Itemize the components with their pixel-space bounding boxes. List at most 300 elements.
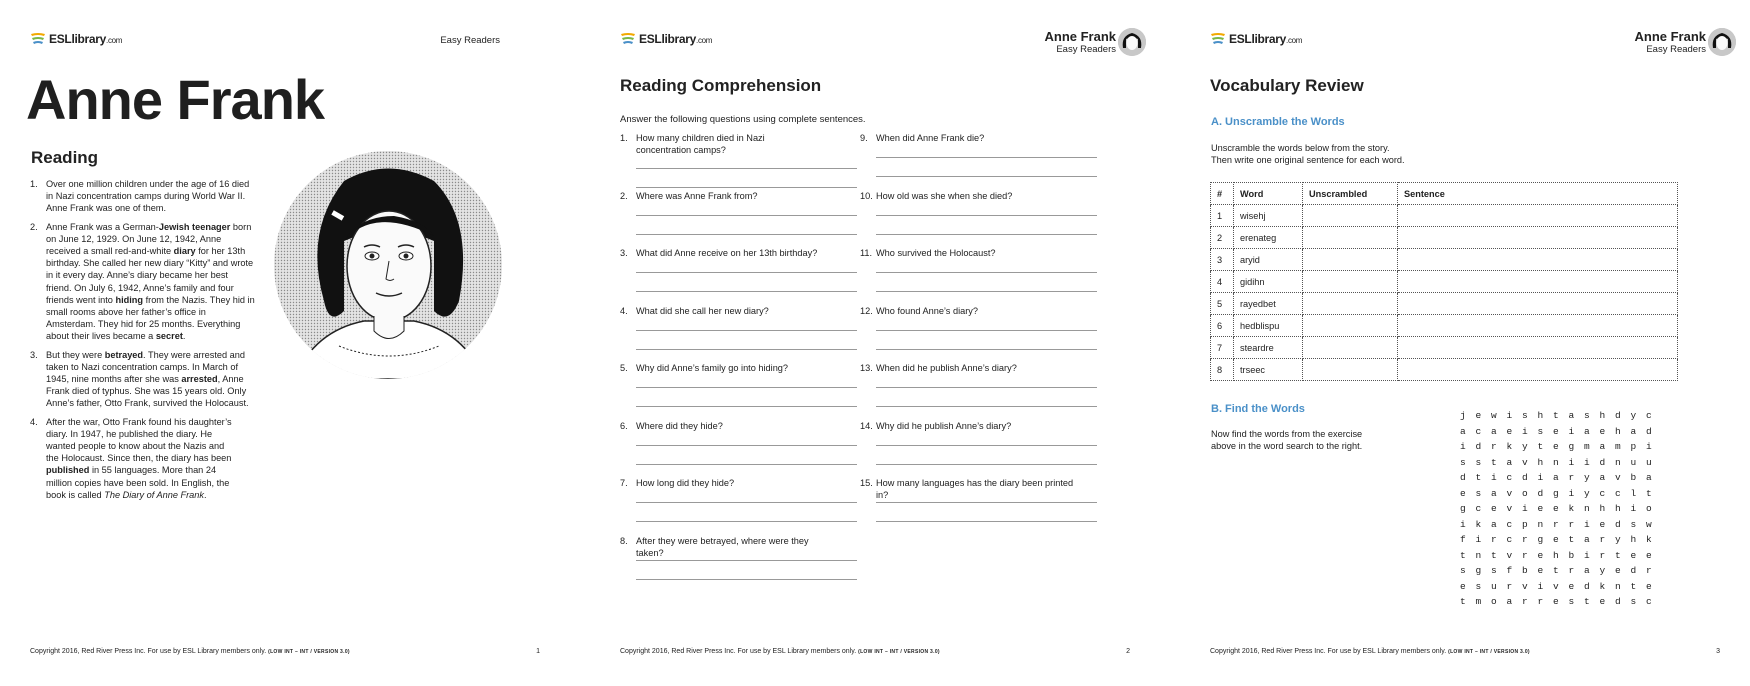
grid-letter[interactable]: r (1599, 549, 1606, 561)
grid-letter[interactable]: c (1506, 518, 1513, 530)
grid-letter[interactable]: s (1630, 596, 1637, 607)
vocab-word: hiding (115, 294, 144, 305)
grid-letter[interactable]: d (1615, 518, 1621, 530)
cell-word: aryid (1234, 249, 1303, 271)
grid-letter[interactable]: n (1584, 503, 1590, 514)
cell-sentence-input[interactable] (1398, 337, 1678, 359)
question-text: How long did they hide? (636, 478, 735, 488)
grid-letter[interactable]: u (1646, 456, 1652, 468)
grid-letter[interactable]: e (1599, 425, 1606, 437)
question-number: 12. (860, 305, 873, 316)
grid-letter[interactable]: n (1475, 549, 1482, 561)
grid-letter[interactable]: e (1537, 565, 1544, 576)
grid-letter[interactable]: h (1599, 503, 1606, 514)
question-7 (620, 477, 836, 489)
answer-line[interactable] (876, 176, 1097, 177)
grid-letter[interactable]: e (1553, 596, 1559, 607)
paragraph-number: 1. (30, 179, 38, 189)
cell-sentence-input[interactable] (1398, 205, 1678, 227)
grid-letter[interactable]: v (1553, 580, 1559, 592)
grid-letter[interactable]: y (1615, 534, 1621, 545)
grid-letter[interactable]: h (1553, 549, 1559, 561)
logo-text: ESLlibrary.com (49, 32, 123, 46)
question-text: When did Anne Frank die? (876, 133, 985, 143)
grid-letter[interactable]: t (1553, 565, 1559, 576)
grid-letter[interactable]: a (1460, 425, 1466, 437)
grid-letter[interactable]: m (1584, 441, 1590, 452)
cell-sentence-input[interactable] (1398, 227, 1678, 249)
table-row (1211, 205, 1678, 227)
grid-letter[interactable]: e (1537, 503, 1544, 514)
word-search-grid (1460, 410, 1662, 612)
grid-letter[interactable]: h (1599, 410, 1606, 421)
grid-letter[interactable]: o (1491, 596, 1497, 607)
reading-paragraph (30, 178, 256, 215)
grid-letter[interactable]: d (1460, 472, 1466, 483)
grid-letter[interactable]: o (1646, 503, 1652, 514)
grid-letter[interactable]: i (1522, 425, 1528, 437)
grid-letter[interactable]: r (1522, 549, 1528, 561)
grid-letter[interactable]: e (1646, 580, 1652, 592)
answer-line[interactable] (876, 521, 1097, 522)
answer-line[interactable] (876, 215, 1097, 216)
cell-sentence-input[interactable] (1398, 293, 1678, 315)
grid-letter[interactable]: d (1615, 410, 1621, 421)
grid-letter[interactable]: o (1522, 487, 1528, 499)
grid-letter[interactable]: g (1460, 503, 1466, 514)
cell-unscrambled-input[interactable] (1303, 315, 1398, 337)
answer-line[interactable] (876, 464, 1097, 465)
cell-sentence-input[interactable] (1398, 315, 1678, 337)
section-title-reading: Reading (31, 148, 99, 167)
grid-letter[interactable]: a (1599, 472, 1606, 483)
question-text: Who survived the Holocaust? (876, 248, 996, 258)
answer-line[interactable] (636, 445, 857, 446)
grid-letter[interactable]: k (1599, 580, 1606, 592)
grid-letter[interactable]: d (1584, 580, 1590, 592)
paragraph-text: in 55 languages. More than 24 million copies have been sold. In English, the book is called (46, 465, 230, 500)
answer-line[interactable] (876, 349, 1097, 350)
answer-line[interactable] (876, 291, 1097, 292)
grid-letter[interactable]: n (1615, 580, 1621, 592)
grid-letter[interactable]: v (1506, 549, 1513, 561)
grid-letter[interactable]: t (1460, 596, 1466, 607)
grid-letter[interactable]: v (1506, 503, 1513, 514)
grid-letter[interactable]: i (1491, 472, 1497, 483)
question-number: 2. (620, 190, 628, 201)
grid-letter[interactable]: a (1553, 472, 1559, 483)
grid-letter[interactable]: e (1475, 410, 1482, 421)
grid-letter[interactable]: r (1491, 534, 1497, 545)
vocab-word: published (46, 465, 90, 476)
grid-letter[interactable]: u (1491, 580, 1497, 592)
grid-letter[interactable]: y (1599, 565, 1606, 576)
grid-letter[interactable]: s (1491, 565, 1497, 576)
grid-letter[interactable]: t (1615, 549, 1621, 561)
grid-letter[interactable]: r (1553, 518, 1559, 530)
grid-letter[interactable]: m (1615, 441, 1621, 452)
question-text: When did he publish Anne’s diary? (876, 363, 1017, 373)
grid-letter[interactable]: w (1491, 410, 1497, 421)
grid-letter[interactable]: i (1506, 410, 1513, 421)
col-header-word: Word (1234, 183, 1303, 205)
copyright: Copyright 2016, Red River Press Inc. For use by ESL Library members only. (LOW INT – INT / VERSION 3.0) (620, 648, 940, 655)
grid-letter[interactable]: h (1615, 425, 1621, 437)
answer-line[interactable] (876, 445, 1097, 446)
answer-line[interactable] (636, 187, 857, 188)
grid-letter[interactable]: i (1630, 503, 1637, 514)
grid-letter[interactable]: g (1568, 441, 1575, 452)
answer-line[interactable] (636, 215, 857, 216)
reading-paragraph (30, 349, 256, 410)
grid-letter[interactable]: d (1599, 456, 1606, 468)
question-number: 14. (860, 420, 873, 431)
grid-letter[interactable]: c (1615, 487, 1621, 499)
grid-letter[interactable]: v (1522, 580, 1528, 592)
cell-unscrambled-input[interactable] (1303, 359, 1398, 381)
grid-letter[interactable]: r (1568, 472, 1575, 483)
question-8 (620, 535, 836, 559)
question-number: 10. (860, 190, 873, 201)
grid-letter[interactable]: t (1630, 580, 1637, 592)
grid-letter[interactable]: g (1475, 565, 1482, 576)
cell-unscrambled-input[interactable] (1303, 249, 1398, 271)
grid-letter[interactable]: t (1475, 472, 1482, 483)
cell-word: hedblispu (1234, 315, 1303, 337)
answer-line[interactable] (636, 272, 857, 273)
logo-text: ESLlibrary.com (1229, 32, 1303, 46)
grid-letter[interactable]: a (1630, 425, 1637, 437)
grid-letter[interactable]: r (1506, 580, 1513, 592)
grid-letter[interactable]: r (1491, 441, 1497, 452)
cell-unscrambled-input[interactable] (1303, 337, 1398, 359)
grid-letter[interactable]: e (1599, 596, 1606, 607)
answer-line[interactable] (876, 330, 1097, 331)
grid-letter[interactable]: i (1460, 518, 1466, 530)
question-3 (620, 247, 836, 259)
question-text: How old was she when she died? (876, 190, 1013, 201)
paragraph-text: The Diary of Anne Frank (104, 489, 204, 500)
grid-letter[interactable]: s (1460, 456, 1466, 468)
grid-letter[interactable]: a (1506, 456, 1513, 468)
grid-letter[interactable]: s (1460, 565, 1466, 576)
grid-letter[interactable]: y (1584, 487, 1590, 499)
grid-letter[interactable]: p (1630, 441, 1637, 452)
cell-unscrambled-input[interactable] (1303, 271, 1398, 293)
grid-letter[interactable]: s (1522, 410, 1528, 421)
grid-letter[interactable]: b (1630, 472, 1637, 483)
grid-letter[interactable]: c (1599, 487, 1606, 499)
logo-mark-icon (30, 32, 46, 46)
grid-letter[interactable]: n (1553, 456, 1559, 468)
grid-letter[interactable]: e (1646, 549, 1652, 561)
grid-row (1460, 472, 1662, 488)
grid-letter[interactable]: s (1475, 456, 1482, 468)
page-2 (590, 0, 1160, 686)
question-11 (860, 247, 1076, 259)
grid-letter[interactable]: i (1568, 456, 1575, 468)
vocab-word: diary (173, 246, 196, 257)
grid-letter[interactable]: t (1646, 487, 1652, 499)
cell-sentence-input[interactable] (1398, 359, 1678, 381)
grid-letter[interactable]: e (1553, 425, 1559, 437)
grid-letter[interactable]: a (1646, 472, 1652, 483)
grid-letter[interactable]: r (1537, 596, 1544, 607)
grid-letter[interactable]: a (1584, 534, 1590, 545)
grid-letter[interactable]: a (1584, 425, 1590, 437)
answer-line[interactable] (876, 234, 1097, 235)
grid-letter[interactable]: t (1491, 456, 1497, 468)
grid-letter[interactable]: d (1615, 596, 1621, 607)
grid-letter[interactable]: g (1537, 534, 1544, 545)
cell-word: gidihn (1234, 271, 1303, 293)
logo-mark-icon (1210, 32, 1226, 46)
grid-letter[interactable]: r (1522, 534, 1528, 545)
grid-letter[interactable]: e (1537, 549, 1544, 561)
header-block (1634, 30, 1706, 56)
grid-letter[interactable]: d (1475, 441, 1482, 452)
answer-line[interactable] (636, 349, 857, 350)
answer-line[interactable] (636, 521, 857, 522)
paragraph-text: . They were arrested and taken to Nazi concentration camps. In March of 1945, nine months after she was (46, 349, 246, 385)
grid-letter[interactable]: f (1506, 565, 1513, 576)
cell-num: 2 (1211, 227, 1234, 249)
grid-letter[interactable]: h (1615, 503, 1621, 514)
answer-line[interactable] (636, 234, 857, 235)
grid-letter[interactable]: k (1568, 503, 1575, 514)
copyright: Copyright 2016, Red River Press Inc. For use by ESL Library members only. (LOW INT – INT / VERSION 3.0) (30, 648, 350, 655)
grid-letter[interactable]: e (1460, 580, 1466, 592)
esl-library-logo[interactable] (1210, 30, 1302, 48)
grid-letter[interactable]: c (1475, 503, 1482, 514)
grid-letter[interactable]: s (1568, 596, 1575, 607)
question-2 (620, 190, 836, 202)
question-number: 13. (860, 363, 873, 373)
section-title-comprehension: Reading Comprehension (620, 76, 822, 95)
cell-unscrambled-input[interactable] (1303, 205, 1398, 227)
answer-line[interactable] (636, 560, 857, 561)
grid-letter[interactable]: a (1568, 410, 1575, 421)
answer-line[interactable] (636, 502, 857, 503)
grid-letter[interactable]: e (1553, 534, 1559, 545)
grid-letter[interactable]: i (1460, 441, 1466, 452)
answer-line[interactable] (876, 272, 1097, 273)
question-text: Who found Anne’s diary? (876, 305, 978, 316)
table-row (1211, 337, 1678, 359)
grid-letter[interactable]: e (1615, 565, 1621, 576)
grid-letter[interactable]: k (1646, 534, 1652, 545)
question-12 (860, 305, 1076, 317)
answer-line[interactable] (636, 579, 857, 580)
col-header-unscrambled: Unscrambled (1303, 183, 1398, 205)
question-6 (620, 420, 836, 432)
grid-letter[interactable]: i (1568, 425, 1575, 437)
page-3 (1180, 0, 1750, 686)
answer-line[interactable] (876, 406, 1097, 407)
grid-letter[interactable]: b (1522, 565, 1528, 576)
grid-letter[interactable]: r (1522, 596, 1528, 607)
grid-letter[interactable]: c (1646, 410, 1652, 421)
grid-letter[interactable]: s (1475, 580, 1482, 592)
grid-row (1460, 596, 1662, 612)
grid-letter[interactable]: c (1506, 534, 1513, 545)
grid-letter[interactable]: i (1522, 503, 1528, 514)
grid-letter[interactable]: s (1584, 410, 1590, 421)
grid-letter[interactable]: h (1537, 456, 1544, 468)
answer-line[interactable] (636, 330, 857, 331)
cell-sentence-input[interactable] (1398, 271, 1678, 293)
grid-letter[interactable]: e (1630, 549, 1637, 561)
question-number: 4. (620, 305, 628, 316)
grid-letter[interactable]: t (1568, 534, 1575, 545)
grid-letter[interactable]: e (1553, 441, 1559, 452)
answer-line[interactable] (636, 387, 857, 388)
grid-letter[interactable]: i (1537, 580, 1544, 592)
grid-letter[interactable]: e (1599, 518, 1606, 530)
answer-line[interactable] (876, 157, 1097, 158)
answer-line[interactable] (636, 291, 857, 292)
grid-letter[interactable]: t (1553, 410, 1559, 421)
header-name: Anne Frank (1634, 29, 1706, 44)
grid-letter[interactable]: e (1553, 503, 1559, 514)
grid-letter[interactable]: j (1460, 410, 1466, 421)
question-4 (620, 305, 836, 317)
grid-letter[interactable]: i (1584, 518, 1590, 530)
grid-letter[interactable]: c (1506, 472, 1513, 483)
header-block (1044, 30, 1116, 56)
table-row (1211, 359, 1678, 381)
grid-letter[interactable]: i (1537, 472, 1544, 483)
cell-sentence-input[interactable] (1398, 249, 1678, 271)
grid-letter[interactable]: i (1584, 549, 1590, 561)
paragraph-text: for her 13th birthday. She called her new diary “Kitty” and wrote in it every day. Anne’s diary became her best friend. On July 6, 1942, Anne’s family and four friends went into (46, 246, 254, 305)
esl-library-logo[interactable] (620, 30, 712, 48)
grid-letter[interactable]: s (1537, 425, 1544, 437)
vocab-word: secret (155, 331, 183, 342)
grid-row (1460, 519, 1662, 535)
grid-row (1460, 441, 1662, 457)
grid-letter[interactable]: h (1537, 410, 1544, 421)
grid-letter[interactable]: p (1522, 518, 1528, 530)
grid-letter[interactable]: i (1584, 456, 1590, 468)
answer-line[interactable] (636, 464, 857, 465)
cell-word: steardre (1234, 337, 1303, 359)
grid-letter[interactable]: n (1537, 518, 1544, 530)
grid-letter[interactable]: m (1475, 596, 1482, 607)
grid-letter[interactable]: b (1568, 549, 1575, 561)
grid-letter[interactable]: a (1491, 425, 1497, 437)
grid-letter[interactable]: a (1584, 565, 1590, 576)
grid-letter[interactable]: i (1568, 487, 1575, 499)
question-number: 9. (860, 133, 868, 143)
paragraph-number: 4. (30, 416, 38, 427)
question-number: 15. (860, 478, 873, 488)
question-text: What did Anne receive on her 13th birthday? (636, 248, 818, 258)
grid-letter[interactable]: t (1491, 549, 1497, 561)
question-text: What did she call her new diary? (636, 305, 769, 316)
grid-letter[interactable]: r (1646, 565, 1652, 576)
grid-letter[interactable]: y (1630, 410, 1637, 421)
grid-letter[interactable]: n (1615, 456, 1621, 468)
grid-letter[interactable]: k (1475, 518, 1482, 530)
cell-unscrambled-input[interactable] (1303, 227, 1398, 249)
grid-letter[interactable]: v (1615, 472, 1621, 483)
section-title-vocabulary: Vocabulary Review (1210, 76, 1364, 95)
answer-line[interactable] (876, 387, 1097, 388)
col-header-sentence: Sentence (1398, 183, 1678, 205)
grid-letter[interactable]: d (1646, 425, 1652, 437)
grid-letter[interactable]: l (1630, 487, 1637, 499)
table-row (1211, 293, 1678, 315)
grid-letter[interactable]: t (1537, 441, 1544, 452)
page-number: 3 (1716, 648, 1720, 655)
grid-letter[interactable]: u (1630, 456, 1637, 468)
paragraph-text: . (203, 489, 207, 500)
vocab-table (1210, 182, 1678, 381)
grid-letter[interactable]: a (1599, 441, 1606, 452)
grid-letter[interactable]: e (1491, 503, 1497, 514)
grid-letter[interactable]: i (1646, 441, 1652, 452)
cell-unscrambled-input[interactable] (1303, 293, 1398, 315)
grid-letter[interactable]: s (1630, 518, 1637, 530)
cell-num: 5 (1211, 293, 1234, 315)
grid-letter[interactable]: d (1630, 565, 1637, 576)
grid-letter[interactable]: t (1460, 549, 1466, 561)
answer-line[interactable] (636, 406, 857, 407)
grid-letter[interactable]: y (1584, 472, 1590, 483)
question-1 (620, 132, 766, 156)
table-row (1211, 227, 1678, 249)
answer-line[interactable] (876, 502, 1097, 503)
grid-letter[interactable]: a (1491, 487, 1497, 499)
cell-num: 6 (1211, 315, 1234, 337)
grid-letter[interactable]: v (1506, 487, 1513, 499)
grid-letter[interactable]: a (1506, 596, 1513, 607)
question-14 (860, 420, 1076, 432)
grid-letter[interactable]: e (1460, 487, 1466, 499)
question-number: 8. (620, 535, 628, 546)
grid-letter[interactable]: h (1630, 534, 1637, 545)
grid-letter[interactable]: c (1475, 425, 1482, 437)
grid-letter[interactable]: e (1568, 580, 1575, 592)
grid-letter[interactable]: i (1475, 534, 1482, 545)
grid-letter[interactable]: s (1475, 487, 1482, 499)
grid-letter[interactable]: e (1506, 425, 1513, 437)
grid-letter[interactable]: r (1568, 565, 1575, 576)
grid-letter[interactable]: t (1584, 596, 1590, 607)
table-row (1211, 271, 1678, 293)
cell-num: 3 (1211, 249, 1234, 271)
grid-letter[interactable]: w (1646, 518, 1652, 530)
grid-letter[interactable]: c (1646, 596, 1652, 607)
grid-letter[interactable]: y (1522, 441, 1528, 452)
grid-letter[interactable]: r (1568, 518, 1575, 530)
esl-library-logo[interactable] (30, 30, 122, 48)
question-text: After they were betrayed, where were they taken? (636, 535, 809, 558)
question-10 (860, 190, 1076, 202)
grid-letter[interactable]: v (1522, 456, 1528, 468)
paragraph-text: Over one million children under the age of 16 died in Nazi concentration camps during World War II. Anne Frank was one of them. (46, 179, 250, 214)
grid-row (1460, 565, 1662, 581)
grid-letter[interactable]: r (1599, 534, 1606, 545)
grid-letter[interactable]: k (1506, 441, 1513, 452)
grid-letter[interactable]: g (1553, 487, 1559, 499)
grid-letter[interactable]: d (1522, 472, 1528, 483)
answer-line[interactable] (636, 168, 857, 169)
grid-letter[interactable]: d (1537, 487, 1544, 499)
grid-letter[interactable]: f (1460, 534, 1466, 545)
grid-letter[interactable]: a (1491, 518, 1497, 530)
